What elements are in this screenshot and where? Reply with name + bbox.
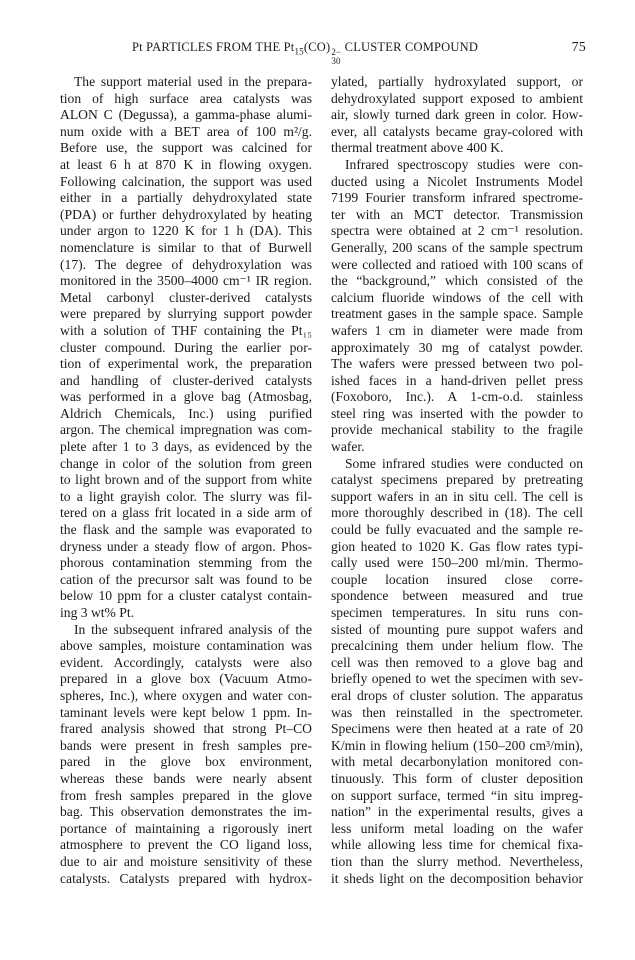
text-line: cation of the precursor salt was found to be [60, 571, 312, 587]
text-line: ever, all catalysts became gray-colored with [331, 123, 583, 139]
text-line: at least 6 h at 870 K in flowing oxygen. [60, 156, 312, 172]
text-line: spheres, Inc.), where oxygen and water con- [60, 687, 312, 703]
text-line: ylated, partially hydroxylated support, or [331, 74, 583, 89]
text-line: spectra were obtained at 2 cm⁻¹ resolution. [331, 223, 583, 239]
text-line: tion than the slurry method. Nevertheless, [331, 853, 583, 869]
text-line: ing 3 wt% Pt. [60, 605, 135, 620]
text-line: whereas these bands were nearly absent [60, 770, 312, 786]
text-line: (17). The degree of dehydroxylation was [60, 256, 312, 272]
text-line: the “background,” which consisted of the [331, 273, 583, 289]
page-number: 75 [571, 40, 586, 55]
title-superscript: 2− [331, 47, 342, 57]
text-line: provide mechanical stability to the fragile [331, 422, 583, 438]
text-line: was performed in a glove bag (Atmosbag, [60, 389, 312, 405]
text-line: with metal decarbonylation monitored con- [331, 754, 583, 770]
text-line: more thoroughly described in (18). The cell [331, 505, 583, 521]
text-line: ished faces in a hand-driven pellet press [331, 372, 583, 388]
text-line: it sheds light on the decomposition behavior [331, 870, 583, 886]
text-line: tion of high surface area catalysts was [60, 90, 312, 106]
text-line: catalysts. Catalysts prepared with hydrox- [60, 870, 312, 886]
text-line: briefly opened to wet the specimen with sev- [331, 671, 583, 687]
text-line: tinuously. This form of cluster deposition [331, 770, 583, 786]
text-line: either in a partially dehydroxylated state [60, 190, 312, 206]
text-line: Metal carbonyl cluster-derived catalysts [60, 289, 312, 305]
text-line: was then reinstalled in the spectrometer. [331, 704, 583, 720]
text-line: bands were present in fresh samples pre- [60, 737, 312, 753]
text-line: Specimens were then heated at a rate of 20 [331, 721, 583, 737]
text-line: below 10 ppm for a cluster catalyst contain- [60, 588, 312, 604]
text-line: under argon to 1220 K for 1 h (DA). This [60, 223, 312, 239]
text-line: (PDA) or further dehydroxylated by heating [60, 206, 312, 222]
text-line: dryness under a steady flow of argon. Phos- [60, 538, 312, 554]
text-line: tered on a glass frit located in a side arm of [60, 505, 312, 521]
left-column [60, 74, 312, 887]
text-line: taminant levels were kept below 1 ppm. In- [60, 704, 312, 720]
title-subscript: 15 [294, 46, 304, 57]
text-line: nation” in the experimental results, gives a [331, 804, 583, 820]
text-line: Generally, 200 scans of the sample spectrum [331, 239, 583, 255]
text-line: ter with an MCT detector. Transmission [331, 206, 583, 222]
text-line: cell was then removed to a glove bag and [331, 654, 583, 670]
title-charge-index [331, 48, 341, 66]
text-line: specimen temperatures. In situ runs con- [331, 605, 583, 620]
text-line: nomenclature is similar to that of Burwell [60, 239, 312, 255]
text-line: spondence between measured and true [331, 588, 583, 604]
right-column [331, 74, 583, 887]
text-line: support wafers in an in situ cell. The cell is [331, 488, 583, 504]
title-part: (CO) [303, 40, 331, 54]
text-line: to a light grayish color. The slurry was fil- [60, 488, 312, 504]
text-line: less uniform metal loading on the wafer [331, 820, 583, 836]
text-line: ducted using a Nicolet Instruments Model [331, 173, 583, 189]
text-line: wafers 1 cm in diameter were made from [331, 322, 583, 338]
text-line: wafer. [331, 439, 365, 455]
text-line: plete after 1 to 3 days, as evidenced by the [60, 439, 312, 455]
text-line: num oxide with a BET area of 100 m²/g. [60, 123, 312, 139]
text-line: sisted of mounting pure suppot wafers and [331, 621, 583, 637]
text-line: approximately 30 mg of catalyst powder. [331, 339, 583, 355]
text-line: cally used were 150–200 ml/min. Thermo- [331, 555, 583, 571]
running-header [62, 40, 586, 66]
text-line: Infrared spectroscopy studies were con- [345, 156, 583, 172]
text-line: from fresh samples prepared in the glove [60, 787, 312, 803]
text-line: tion of experimental work, the preparation [60, 356, 312, 372]
text-line: on support surface, termed “in situ impreg- [331, 787, 583, 803]
text-line: phorous contamination stemming from the [60, 555, 312, 571]
text-line: portance of maintaining a rigorously inert [60, 820, 312, 836]
text-line: above samples, moisture contamination was [60, 638, 312, 654]
text-line: cluster compound. During the earlier por- [60, 339, 312, 355]
text-line: could be fully evacuated and the sample re- [331, 522, 583, 538]
text-line: precalcining them under helium flow. The [331, 638, 583, 654]
text-line: atmosphere to prevent the CO ligand loss, [60, 837, 312, 853]
text-line: the flask and the sample was evaporated to [60, 522, 312, 538]
text-line: Some infrared studies were conducted on [345, 455, 583, 471]
text-line: air, slowly turned dark green in color. How- [331, 107, 583, 123]
text-line: pared in the glove box environment, [60, 754, 312, 770]
text-line: due to air and moisture sensitivity of these [60, 853, 312, 869]
text-line: treatment gases in the sample space. Sample [331, 306, 583, 322]
text-line: thermal treatment above 400 K. [331, 140, 504, 156]
text-line: Before use, the support was calcined for [60, 140, 312, 156]
title-part: CLUSTER COMPOUND [341, 40, 479, 54]
text-line: ALON C (Degussa), a gamma-phase alumi- [60, 107, 312, 123]
title-part: Pt PARTICLES FROM THE Pt [132, 40, 295, 54]
text-line: evident. Accordingly, catalysts were also [60, 654, 312, 670]
text-line: with a solution of THF containing the Pt₁₅ [60, 322, 312, 338]
text-line: monitored in the 3500–4000 cm⁻¹ IR region. [60, 273, 312, 289]
text-line: frared analysis showed that strong Pt–CO [60, 721, 312, 737]
text-line: Aldrich Chemicals, Inc.) using purified [60, 405, 312, 421]
text-line: K/min in flowing helium (150–200 cm³/min), [331, 737, 583, 753]
text-line: gion heated to 1020 K. Gas flow rates typi- [331, 538, 583, 554]
text-line: Following calcination, the support was used [60, 173, 312, 189]
text-line: to light brown and of the support from white [60, 472, 312, 488]
text-line: catalyst specimens prepared by pretreating [331, 472, 583, 488]
text-line: dehydroxylated support exposed to ambient [331, 90, 583, 106]
text-line: were collected and ratioed with 100 scans of [331, 256, 583, 272]
text-line: The wafers were pressed between two pol- [331, 356, 583, 372]
text-line: and handling of cluster-derived catalysts [60, 372, 312, 388]
text-line: steel ring was inserted with the powder to [331, 405, 583, 421]
title-subscript: 30 [331, 56, 341, 66]
text-line: In the subsequent infrared analysis of the [74, 621, 312, 637]
text-line: were prepared by slurrying support powder [60, 306, 312, 322]
text-line: (Foxoboro, Inc.). A 1-cm-o.d. stainless [331, 389, 583, 405]
text-line: argon. The chemical impregnation was com- [60, 422, 312, 438]
text-line: couple location insured close corre- [331, 571, 583, 587]
text-line: change in color of the solution from green [60, 455, 312, 471]
text-line: eral drops of cluster solution. The apparatus [331, 687, 583, 703]
running-title [132, 40, 478, 66]
text-line: 7199 Fourier transform infrared spectrome- [331, 190, 583, 206]
text-line: The support material used in the prepara- [74, 74, 312, 89]
text-line: prepared in a glove box (Vacuum Atmo- [60, 671, 312, 687]
text-line: bag. This observation demonstrates the im- [60, 804, 312, 820]
text-line: calcium fluoride windows of the cell with [331, 289, 583, 305]
text-line: while allowing less time for chemical fixa- [331, 837, 583, 853]
